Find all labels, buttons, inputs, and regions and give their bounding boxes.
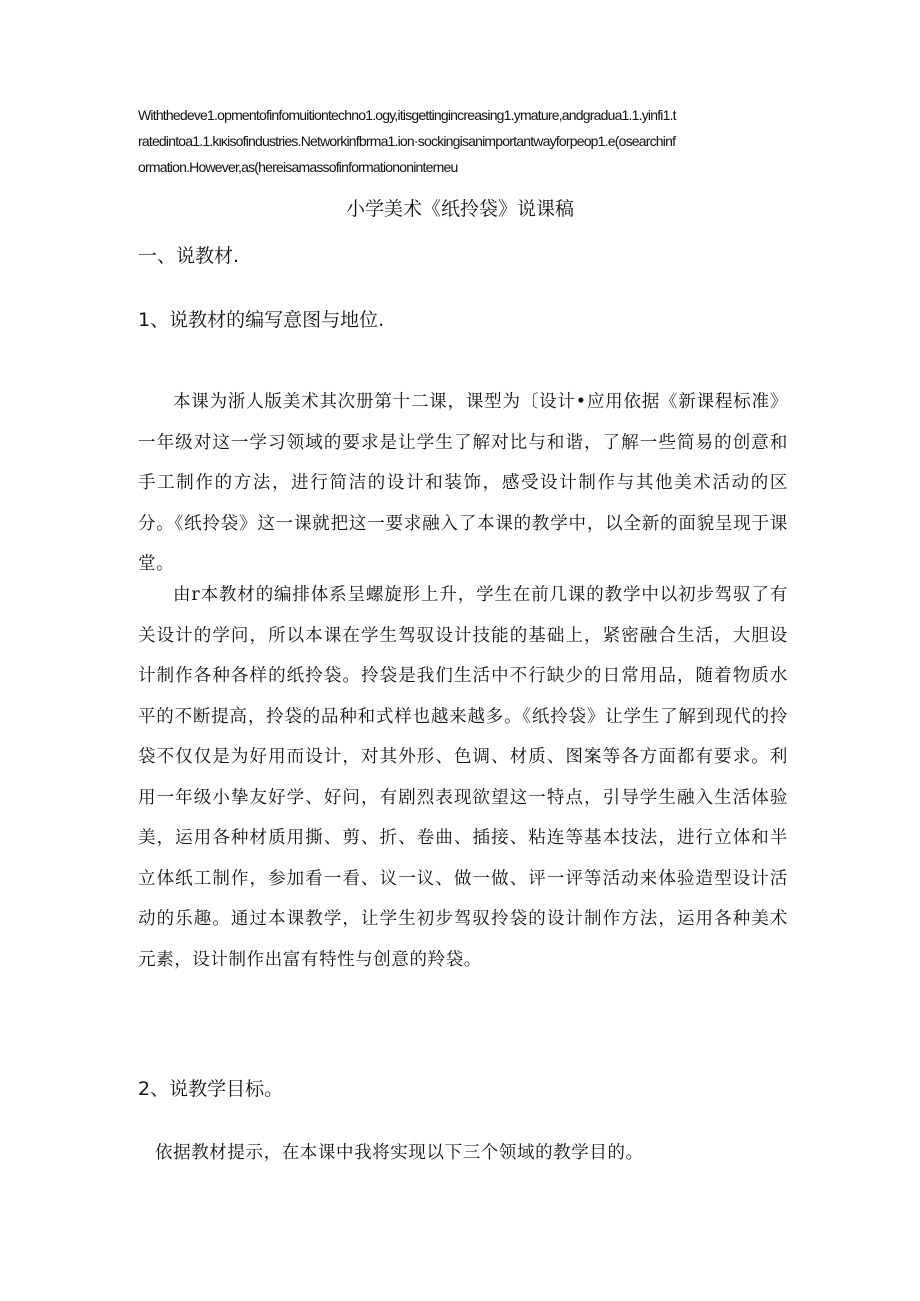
- section-heading-1: 一、说教材.: [138, 245, 240, 267]
- english-header-line-3: ormation.However,as(hereisamassofinformationonintemeu: [138, 159, 458, 175]
- english-header-line-2: ratedintoa1.1.kικisofindustries.Networkinfbrma1.ion·sockingisanimportantwayforpeop1.e(osearchinf: [138, 133, 676, 149]
- subsection-heading-1-2: 2、说教学目标。: [138, 1078, 284, 1100]
- document-title: 小学美术《纸拎袋》说课稿: [345, 198, 574, 220]
- paragraph-1: 本课为浙人版美术其次册第十二课，课型为〔设计•应用依据《新课程标准》一年级对这一学习领域的要求是让学生了解对比与和谐，了解一些简易的创意和手工制作的方法，进行简洁的设计和装饰，感受设计制作与其他美术活动的区分。《纸拎袋》这一课就把这一要求融入了本课的教学中，以全新的面貌呈现于课堂。: [138, 392, 788, 574]
- english-header-line-1: Withthedeve1.opmentofinfomuitiontechno1.ogy,itisgettingincreasing1.ymature,andgradua1.1.yinfi1.t: [138, 107, 676, 123]
- english-header-text: [138, 102, 788, 180]
- subsection-heading-1-1: 1、说教材的编写意图与地位.: [138, 309, 385, 331]
- paragraph-2: 由r本教材的编排体系呈螺旋形上升，学生在前几课的教学中以初步驾驭了有关设计的学问，所以本课在学生驾驭设计技能的基础上，紧密融合生活，大胆设计制作各种各样的纸拎袋。拎袋是我们生活中不行缺少的日常用品，随着物质水平的不断提高，拎袋的品种和式样也越来越多。《纸拎袋》让学生了解到现代的拎袋不仅仅是为好用而设计，对其外形、色调、材质、图案等各方面都有要求。利用一年级小挚友好学、好问，有剧烈表现欲望这一特点，引导学生融入生活体验美，运用各种材质用撕、剪、折、卷曲、插接、粘连等基本技法，进行立体和半立体纸工制作，参加看一看、议一议、做一做、评一评等活动来体验造型设计活动的乐趣。通过本课教学，让学生初步驾驭拎袋的设计制作方法，运用各种美术元素，设计制作出富有特性与创意的羚袋。: [138, 585, 788, 970]
- paragraph-3: 依据教材提示，在本课中我将实现以下三个领域的教学目的。: [155, 1143, 644, 1163]
